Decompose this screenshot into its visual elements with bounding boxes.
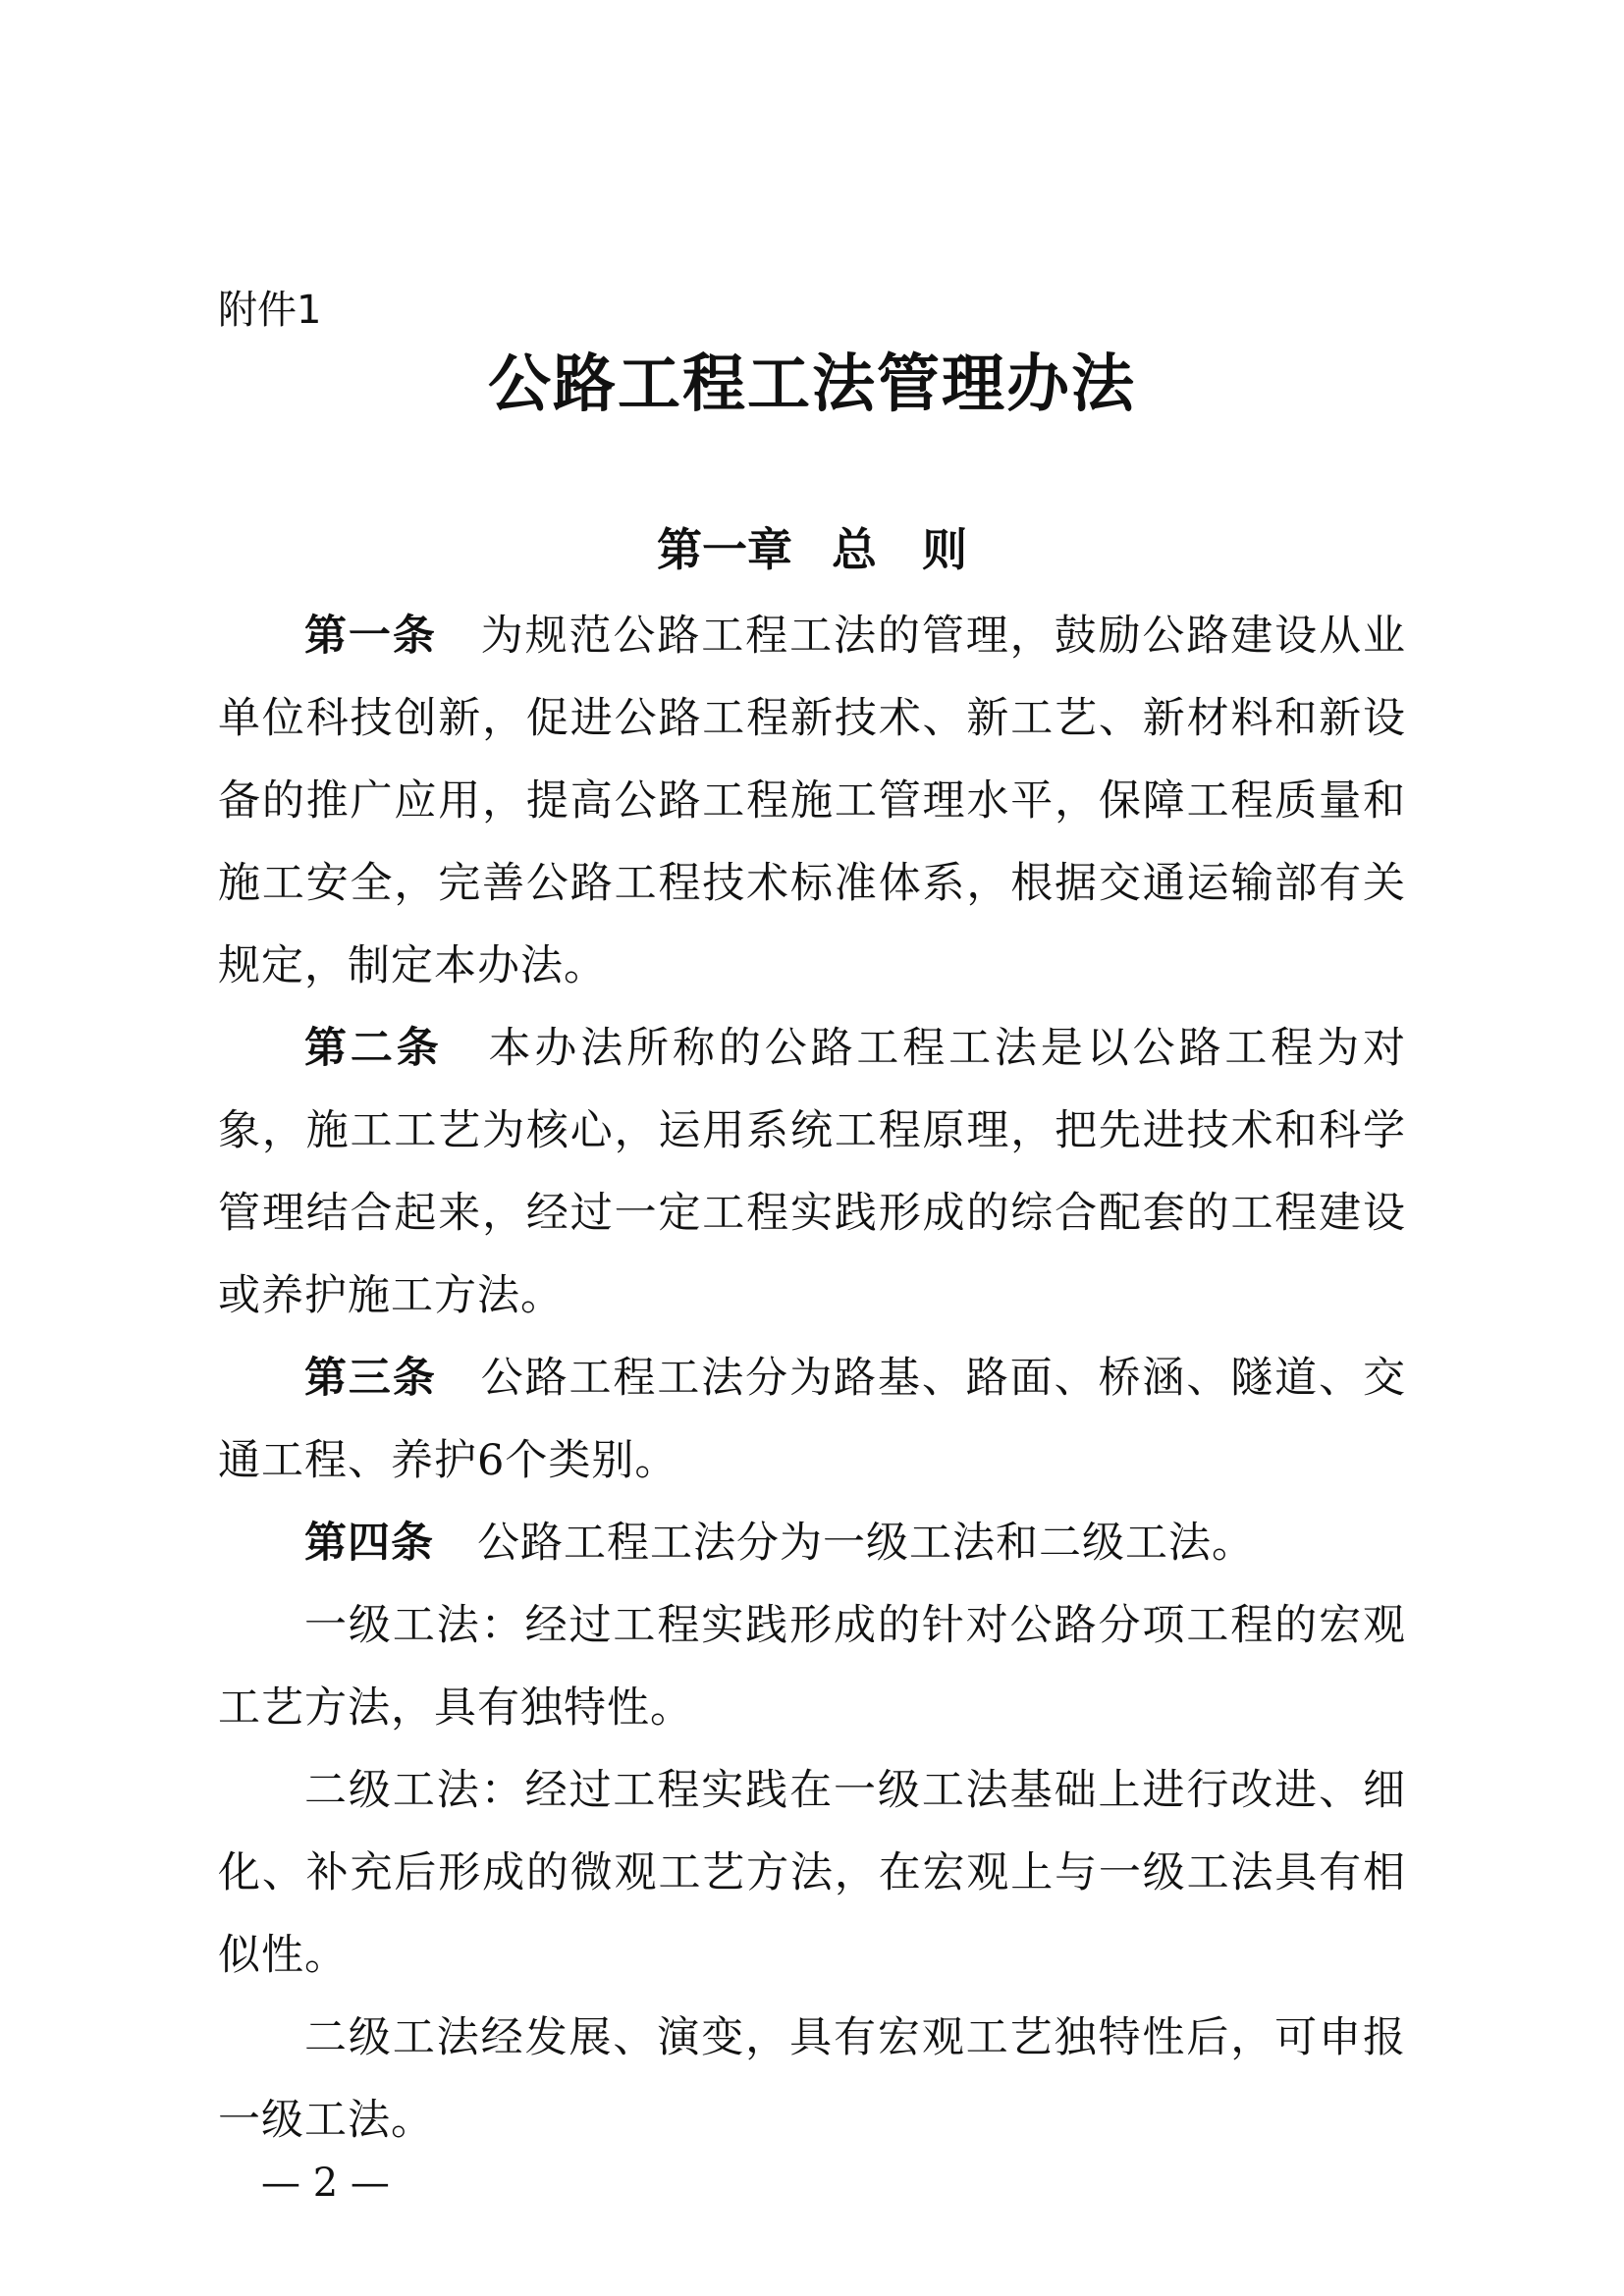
page-number: — 2 — <box>261 2161 390 2206</box>
chapter-number: 第一章 <box>657 523 792 576</box>
paragraph-text: 二级工法经发展、演变，具有宏观工艺独特性后，可申报一级工法。 <box>218 2013 1406 2145</box>
article-number: 第二条 <box>304 1024 443 1073</box>
article-number: 第一条 <box>304 612 437 661</box>
chapter-heading <box>0 520 1624 579</box>
body-paragraph <box>218 1997 1406 2162</box>
article-paragraph <box>218 1502 1406 1584</box>
article-text: 公路工程工法分为路基、路面、桥涵、隧道、交通工程、养护6个类别。 <box>218 1354 1406 1485</box>
article-text: 本办法所称的公路工程工法是以公路工程为对象，施工工艺为核心，运用系统工程原理，把先进技术和科学管理结合起来，经过一定工程实践形成的综合配套的工程建设或养护施工方法。 <box>218 1024 1407 1320</box>
article-paragraph <box>218 1007 1406 1337</box>
article-paragraph <box>218 595 1406 1007</box>
document-body <box>218 595 1406 2162</box>
paragraph-text: 一级工法：经过工程实践形成的针对公路分项工程的宏观工艺方法，具有独特性。 <box>218 1601 1406 1733</box>
article-text: 公路工程工法分为一级工法和二级工法。 <box>477 1519 1255 1568</box>
paragraph-text: 二级工法：经过工程实践在一级工法基础上进行改进、细化、补充后形成的微观工艺方法，在宏观上与一级工法具有相似性。 <box>218 1766 1406 1980</box>
article-text: 为规范公路工程工法的管理，鼓励公路建设从业单位科技创新，促进公路工程新技术、新工艺、新材料和新设备的推广应用，提高公路工程施工管理水平，保障工程质量和施工安全，完善公路工程技术标准体系，根据交通运输部有关规定，制定本办法。 <box>218 612 1406 990</box>
document-title: 公路工程工法管理办法 <box>488 347 1136 421</box>
body-paragraph <box>218 1749 1406 1997</box>
article-number: 第四条 <box>304 1519 434 1568</box>
article-paragraph <box>218 1337 1406 1502</box>
chapter-title: 总 则 <box>832 523 967 576</box>
body-paragraph <box>218 1584 1406 1749</box>
article-number: 第三条 <box>304 1354 437 1403</box>
attachment-label: 附件1 <box>218 288 322 333</box>
